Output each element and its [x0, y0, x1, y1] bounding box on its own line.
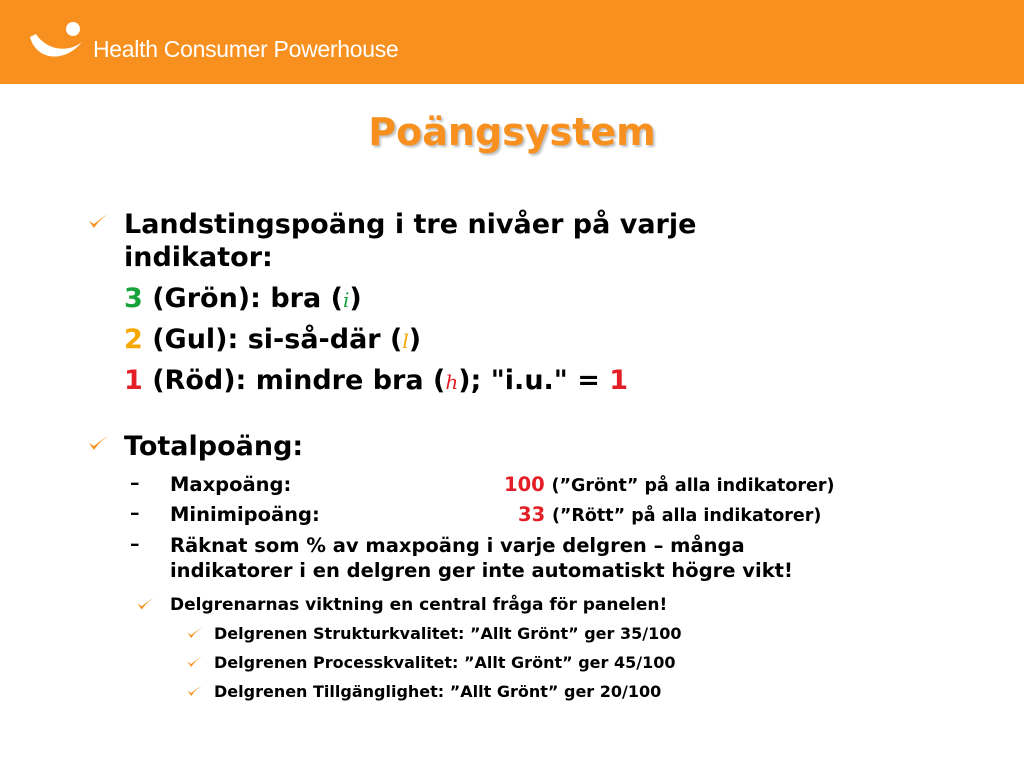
check-swoosh-icon: [186, 684, 204, 699]
list-item: Delgrenen Processkvalitet: ”Allt Grönt” ger 45/100: [214, 653, 676, 672]
smiling-person-logo-icon: [26, 20, 90, 64]
red-symbol-icon: h: [445, 370, 459, 394]
check-swoosh-icon: [186, 655, 204, 670]
section1-heading-line2: indikator:: [124, 242, 273, 273]
dash-bullet: –: [130, 472, 140, 494]
minimipoang-label: Minimipoäng:: [170, 503, 320, 526]
level-score: 3: [124, 283, 143, 314]
level-yellow: [124, 323, 421, 358]
page-title: Poängsystem: [368, 110, 656, 154]
list-item: Delgrenen Tillgänglighet: ”Allt Grönt” ger 20/100: [214, 682, 662, 701]
maxpoang-label: Maxpoäng:: [170, 473, 292, 496]
dash-bullet: –: [130, 533, 140, 555]
raknat-line2: indikatorer i en delgren ger inte automatiskt högre vikt!: [170, 559, 793, 582]
green-symbol-icon: i: [342, 288, 350, 312]
minimipoang-value-row: [518, 502, 821, 529]
brand-name: Health Consumer Powerhouse: [93, 36, 399, 62]
level-score: 1: [124, 365, 143, 396]
level-suffix: ); "i.u." =: [458, 365, 610, 396]
level-suffix: ): [349, 283, 362, 314]
maxpoang-note: (”Grönt” på alla indikatorer): [551, 476, 835, 496]
check-swoosh-icon: [186, 626, 204, 641]
section1-heading-line1: Landstingspoäng i tre nivåer på varje: [124, 209, 697, 240]
check-swoosh-icon: [88, 212, 110, 232]
level-score: 2: [124, 324, 143, 355]
level-label: (Röd): mindre bra (: [142, 365, 446, 396]
minimipoang-note: (”Rött” på alla indikatorer): [551, 506, 822, 526]
level-suffix: ): [408, 324, 422, 355]
maxpoang-value-row: [504, 472, 835, 499]
check-swoosh-icon: [136, 596, 156, 613]
level-extra: 1: [609, 365, 629, 396]
dash-bullet: –: [130, 502, 140, 524]
level-label: (Grön): bra (: [142, 283, 343, 314]
yellow-symbol-icon: l: [402, 329, 409, 353]
level-red: [124, 364, 628, 399]
section2-heading: Totalpoäng:: [124, 431, 304, 462]
list-item: Delgrenen Strukturkvalitet: ”Allt Grönt” ger 35/100: [214, 624, 682, 643]
check-swoosh-icon: [88, 434, 110, 454]
level-green: [124, 282, 362, 317]
raknat-line1: Räknat som % av maxpoäng i varje delgren – många: [170, 534, 745, 557]
maxpoang-value: 100: [504, 473, 545, 496]
header-bar: [0, 0, 1024, 84]
level-label: (Gul): si-så-där (: [142, 324, 403, 355]
section3-heading: Delgrenarnas viktning en central fråga för panelen!: [170, 595, 668, 615]
minimipoang-value: 33: [518, 503, 546, 526]
